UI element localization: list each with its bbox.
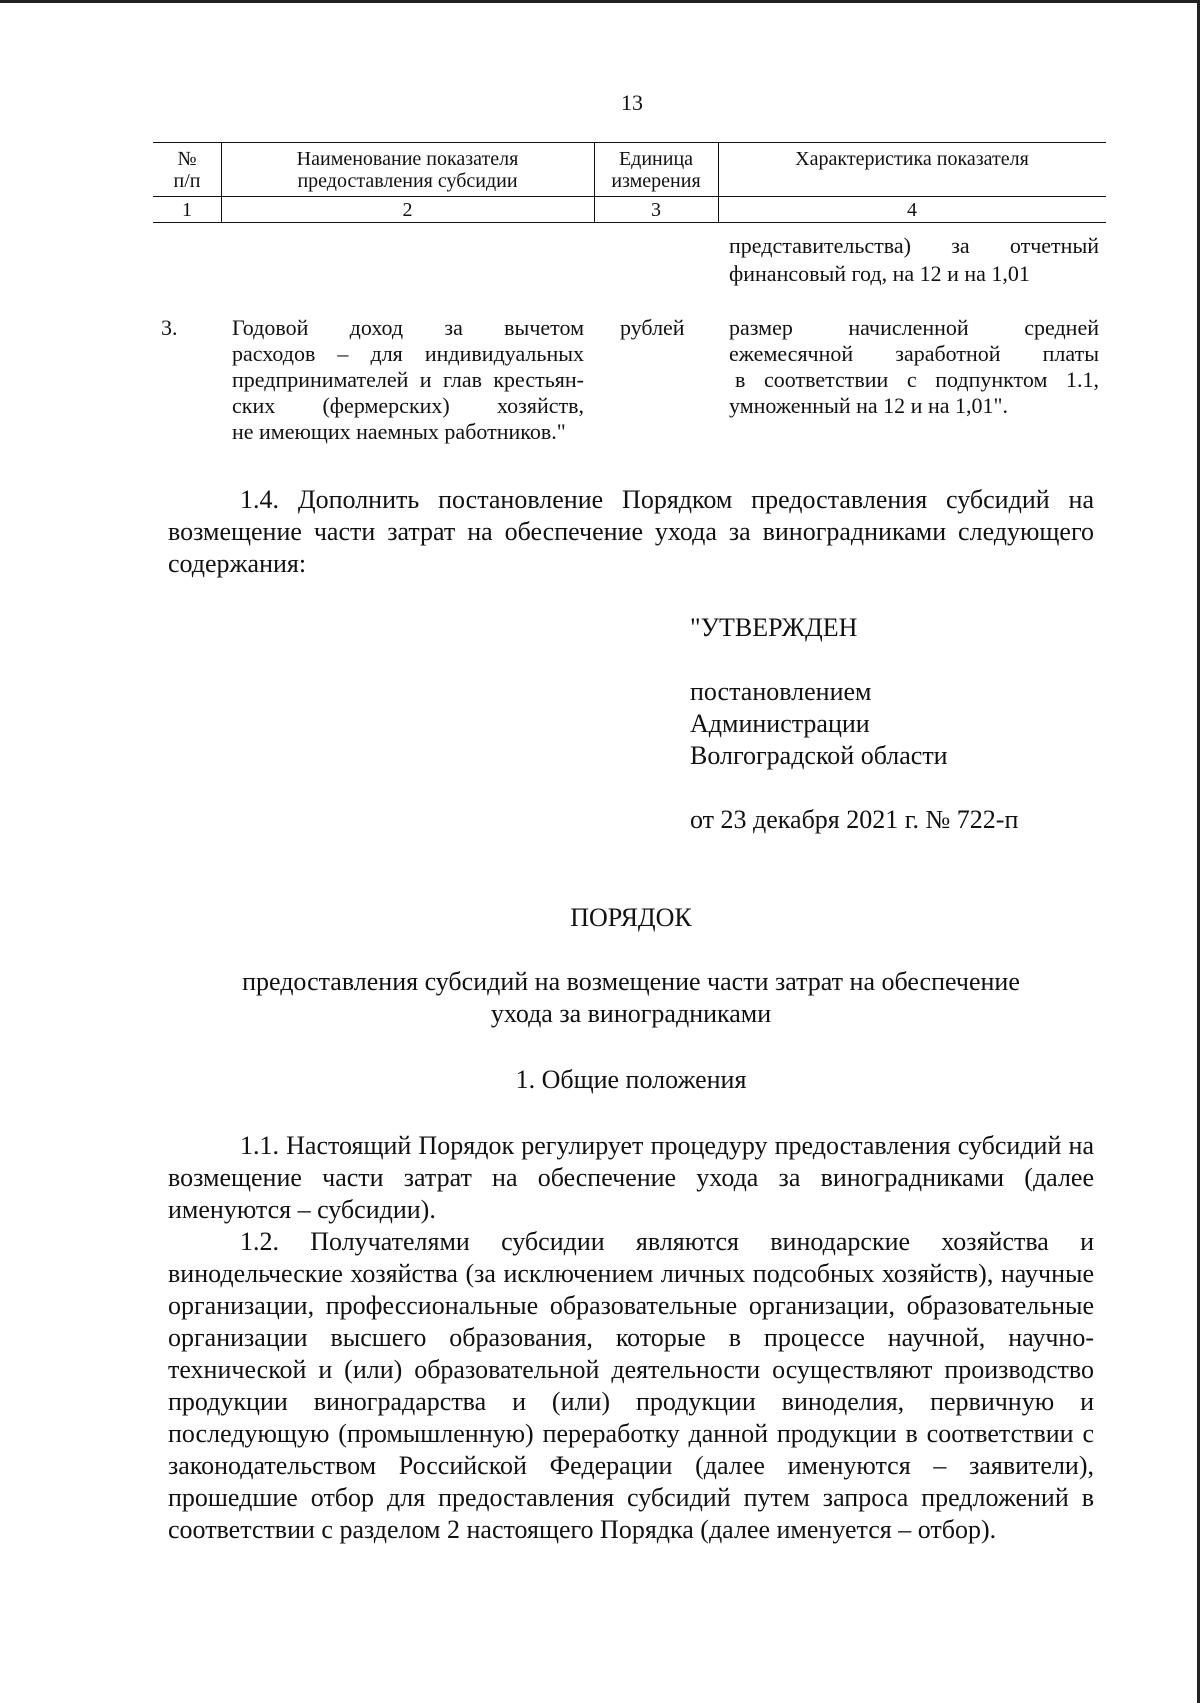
paragraph-1-1: 1.1. Настоящий Порядок регулирует процедуру предоставления субсидий на возмещение части затрат на обеспечение ухода за виноградниками (далее именуются – субсидии). xyxy=(168,1131,1094,1224)
row3-unit: рублей xyxy=(620,315,685,340)
page-number: 13 xyxy=(621,90,643,115)
table-top-rule xyxy=(153,142,1106,143)
continuation-line1: представительства) за отчетный xyxy=(729,233,1099,258)
continuation-line2: финансовый год, на 12 и на 1,01 xyxy=(729,261,1030,286)
header-name-line2: предоставления субсидии xyxy=(297,170,518,192)
header-num-line1: № xyxy=(177,148,197,170)
row3-name-line: предпринимателей и глав крестьян- xyxy=(232,367,584,392)
paragraph-1-2: 1.2. Получателями субсидии являются винодарские хозяйства и винодельческие хозяйства (за исключением личных подсобных хозяйств), научные организации, профессиональные образовательные организации, образовательные организации высшего образования, которые в процессе научной, научно-технической и (или) образовательной деятельности осуществляют производство продукции виноградарства и (или) продукции виноделия, первичную и последующую (промышленную) переработку данной продукции в соответствии с законодательством Российской Федерации (далее именуются – заявители), прошедшие отбор для предоставления субсидий путем запроса предложений в соответствии с разделом 2 настоящего Порядка (далее именуется – отбор). xyxy=(168,1227,1094,1544)
row3-characteristic xyxy=(729,315,1099,419)
row3-char-line: в соответствии с подпунктом 1.1, xyxy=(735,367,1099,392)
header-name xyxy=(221,148,594,192)
approval-block xyxy=(690,676,1110,772)
header-unit-line2: измерения xyxy=(611,170,701,192)
section-heading-1: 1. Общие положения xyxy=(515,1065,747,1094)
approval-heading: "УТВЕРЖДЕН xyxy=(690,613,858,642)
row3-char-line: размер начисленной средней xyxy=(729,315,1099,340)
header-unit-line1: Единица xyxy=(618,148,694,170)
row3-name-line: ских (фермерских) хозяйств, xyxy=(232,393,584,418)
approval-line: Волгоградской области xyxy=(690,741,948,770)
header-num-line2: п/п xyxy=(173,170,201,192)
row3-char-line: умноженный на 12 и на 1,01". xyxy=(729,393,1008,418)
subtitle-line2: ухода за виноградниками xyxy=(490,999,772,1028)
row3-name-line: расходов – для индивидуальных xyxy=(232,341,584,366)
approval-line: постановлением xyxy=(690,677,872,706)
row3-name-line: Годовой доход за вычетом xyxy=(232,315,584,340)
approval-date: от 23 декабря 2021 г. № 722-п xyxy=(690,805,1019,834)
table-continuation-text xyxy=(729,232,1099,288)
col-number-4: 4 xyxy=(907,199,917,221)
col-number-1: 1 xyxy=(182,199,192,221)
document-title: ПОРЯДОК xyxy=(570,903,692,932)
page-edge-top xyxy=(0,0,1200,3)
paragraph-1-4: 1.4. Дополнить постановление Порядком предоставления субсидий на возмещение части затрат на обеспечение ухода за виноградниками следующего содержания: xyxy=(168,485,1094,578)
row3-char-line: ежемесячной заработной платы xyxy=(729,341,1099,366)
row3-name-line: не имеющих наемных работников." xyxy=(232,419,566,444)
table-bottom-rule xyxy=(153,222,1106,223)
approval-line: Администрации xyxy=(690,709,870,738)
table-middle-rule xyxy=(153,196,1106,197)
header-num xyxy=(153,148,221,192)
header-unit xyxy=(594,148,718,192)
header-characteristic: Характеристика показателя xyxy=(795,148,1029,170)
row3-number: 3. xyxy=(161,315,178,340)
row3-indicator-name xyxy=(232,315,584,445)
document-subtitle xyxy=(168,966,1094,1030)
col-number-2: 2 xyxy=(402,199,413,221)
col-number-3: 3 xyxy=(651,199,661,221)
header-name-line1: Наименование показателя xyxy=(296,148,519,170)
subtitle-line1: предоставления субсидий на возмещение части затрат на обеспечение xyxy=(242,967,1020,996)
